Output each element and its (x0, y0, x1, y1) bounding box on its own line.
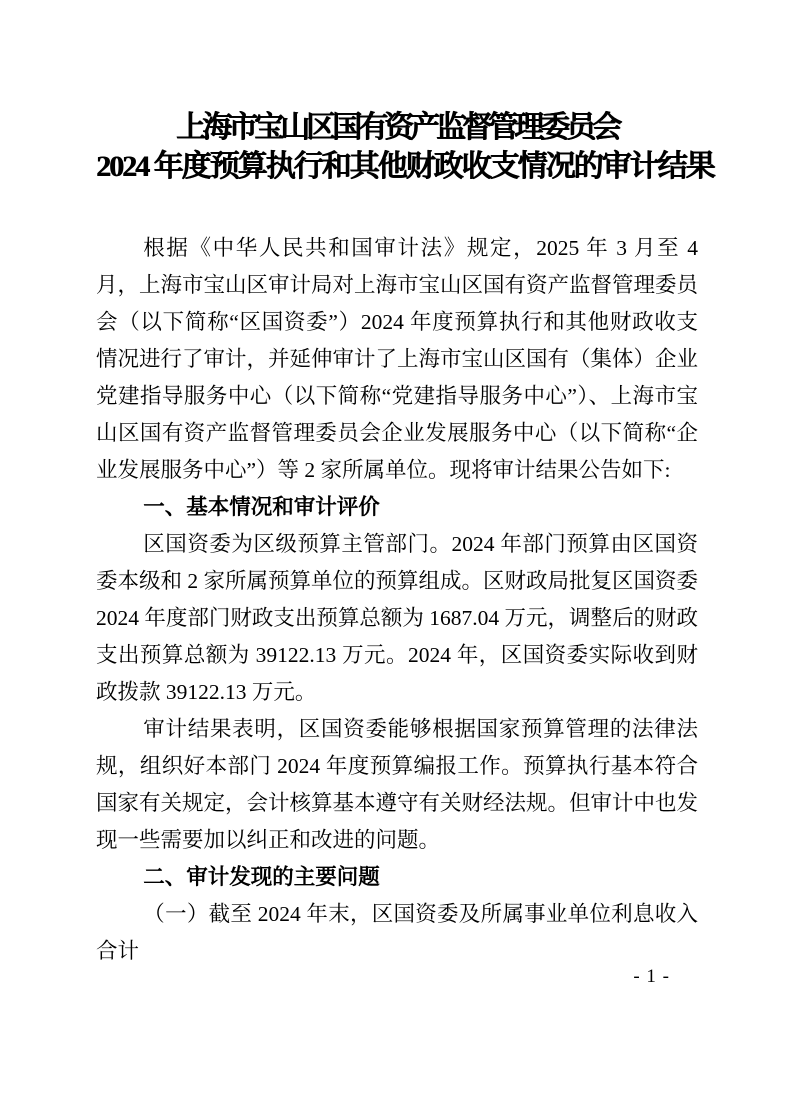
section-heading-problems: 二、审计发现的主要问题 (143, 865, 380, 889)
paragraph-problem-1: （一）截至 2024 年末，区国资委及所属事业单位利息收入合计 (96, 902, 698, 963)
page-number: - 1 - (633, 966, 670, 987)
title-line-2: 2024 年度预算执行和其他财政收支情况的审计结果 (96, 150, 714, 183)
document-content (96, 108, 714, 970)
title-line-1: 上海市宝山区国有资产监督管理委员会 (176, 111, 618, 144)
paragraph-audit-evaluation: 审计结果表明，区国资委能够根据国家预算管理的法律法规，组织好本部门 2024 年度预算编报工作。预算执行基本符合国家有关规定，会计核算基本遵守有关财经法规。但审计中也发现一些需要加以纠正和改进的问题。 (96, 717, 699, 852)
paragraph-budget-overview: 区国资委为区级预算主管部门。2024 年部门预算由区国资委本级和 2 家所属预算单位的预算组成。区财政局批复区国资委 2024 年度部门财政支出预算总额为 1687.04 万元，调整后的财政支出预算总额为 39122.13 万元。2024 年，区国资委实际收到财政拨款 39122.13 万元。 (96, 532, 699, 704)
document-title (96, 108, 714, 186)
document-body (96, 230, 698, 970)
section-heading-basic-info: 一、基本情况和审计评价 (143, 495, 380, 519)
paragraph-audit-basis: 根据《中华人民共和国审计法》规定，2025 年 3 月至 4 月，上海市宝山区审计局对上海市宝山区国有资产监督管理委员会（以下简称“区国资委”）2024 年度预算执行和其他财政收支情况进行了审计，并延伸审计了上海市宝山区国有（集体）企业党建指导服务中心（以下简称“党建指导服务中心”）、上海市宝山区国有资产监督管理委员会企业发展服务中心（以下简称“企业发展服务中心”）等 2 家所属单位。现将审计结果公告如下: (96, 236, 699, 482)
